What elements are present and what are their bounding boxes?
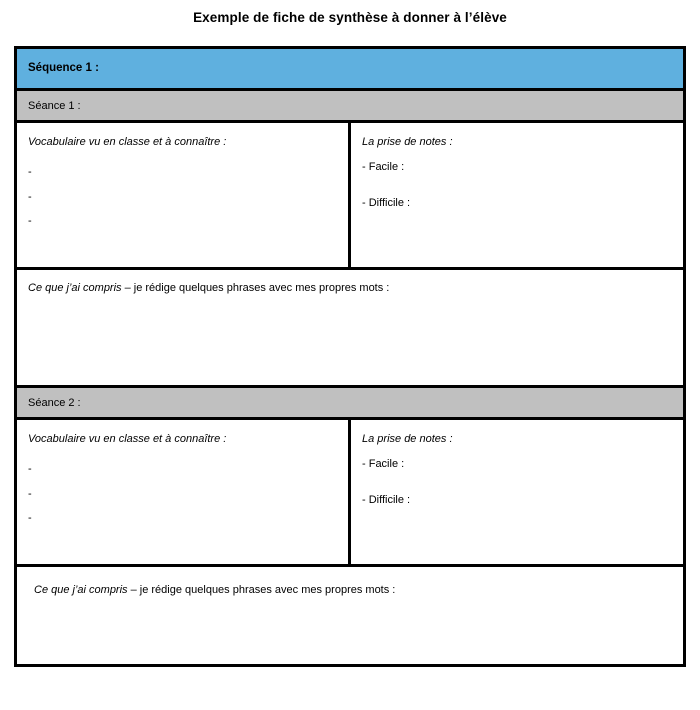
spacer bbox=[28, 446, 348, 462]
summary-prompt-1 bbox=[28, 281, 683, 295]
spacer bbox=[28, 179, 348, 190]
summary-emphasis-2: Ce que j’ai compris bbox=[34, 584, 128, 596]
spacer bbox=[362, 446, 683, 457]
synthesis-sheet-table bbox=[14, 46, 686, 667]
note-taking-cell-2 bbox=[351, 420, 683, 564]
note-taking-hard-2: - Difficile : bbox=[362, 494, 411, 506]
spacer bbox=[28, 149, 348, 165]
vocabulary-cell-2 bbox=[17, 420, 351, 564]
spacer bbox=[362, 149, 683, 160]
sequence-header-row bbox=[17, 49, 683, 91]
session-header-row-2 bbox=[17, 388, 683, 420]
note-taking-easy-2: - Facile : bbox=[362, 458, 405, 470]
note-taking-heading-2: La prise de notes : bbox=[362, 433, 453, 445]
note-taking-easy-1: - Facile : bbox=[362, 161, 405, 173]
summary-rest-1: – je rédige quelques phrases avec mes propres mots : bbox=[121, 282, 390, 294]
vocabulary-heading-1: Vocabulaire vu en classe et à connaître : bbox=[28, 136, 227, 148]
session-content-row-1 bbox=[17, 123, 683, 270]
spacer bbox=[362, 471, 683, 493]
spacer bbox=[28, 501, 348, 511]
session-label-1: Séance 1 : bbox=[28, 100, 81, 112]
note-taking-hard-1: - Difficile : bbox=[362, 197, 411, 209]
summary-row-2 bbox=[17, 567, 683, 664]
vocabulary-bullet: - bbox=[28, 191, 32, 203]
spacer bbox=[362, 174, 683, 196]
vocabulary-bullet-list-2 bbox=[28, 462, 348, 525]
summary-emphasis-1: Ce que j’ai compris bbox=[28, 282, 122, 294]
vocabulary-bullet: - bbox=[28, 166, 32, 178]
summary-rest-2: – je rédige quelques phrases avec mes propres mots : bbox=[127, 584, 396, 596]
spacer bbox=[28, 204, 348, 214]
vocabulary-bullet-list-1 bbox=[28, 165, 348, 228]
summary-prompt-2 bbox=[34, 583, 683, 597]
session-label-2: Séance 2 : bbox=[28, 397, 81, 409]
vocabulary-cell-1 bbox=[17, 123, 351, 267]
page-title: Exemple de fiche de synthèse à donner à l’élève bbox=[193, 10, 507, 25]
vocabulary-bullet: - bbox=[28, 512, 32, 524]
vocabulary-heading-2: Vocabulaire vu en classe et à connaître : bbox=[28, 433, 227, 445]
sequence-label: Séquence 1 : bbox=[28, 62, 99, 74]
vocabulary-bullet: - bbox=[28, 488, 32, 500]
vocabulary-bullet: - bbox=[28, 463, 32, 475]
note-taking-heading-1: La prise de notes : bbox=[362, 136, 453, 148]
note-taking-cell-1 bbox=[351, 123, 683, 267]
spacer bbox=[28, 476, 348, 487]
session-header-row-1 bbox=[17, 91, 683, 123]
summary-row-1 bbox=[17, 270, 683, 388]
vocabulary-bullet: - bbox=[28, 215, 32, 227]
session-content-row-2 bbox=[17, 420, 683, 567]
